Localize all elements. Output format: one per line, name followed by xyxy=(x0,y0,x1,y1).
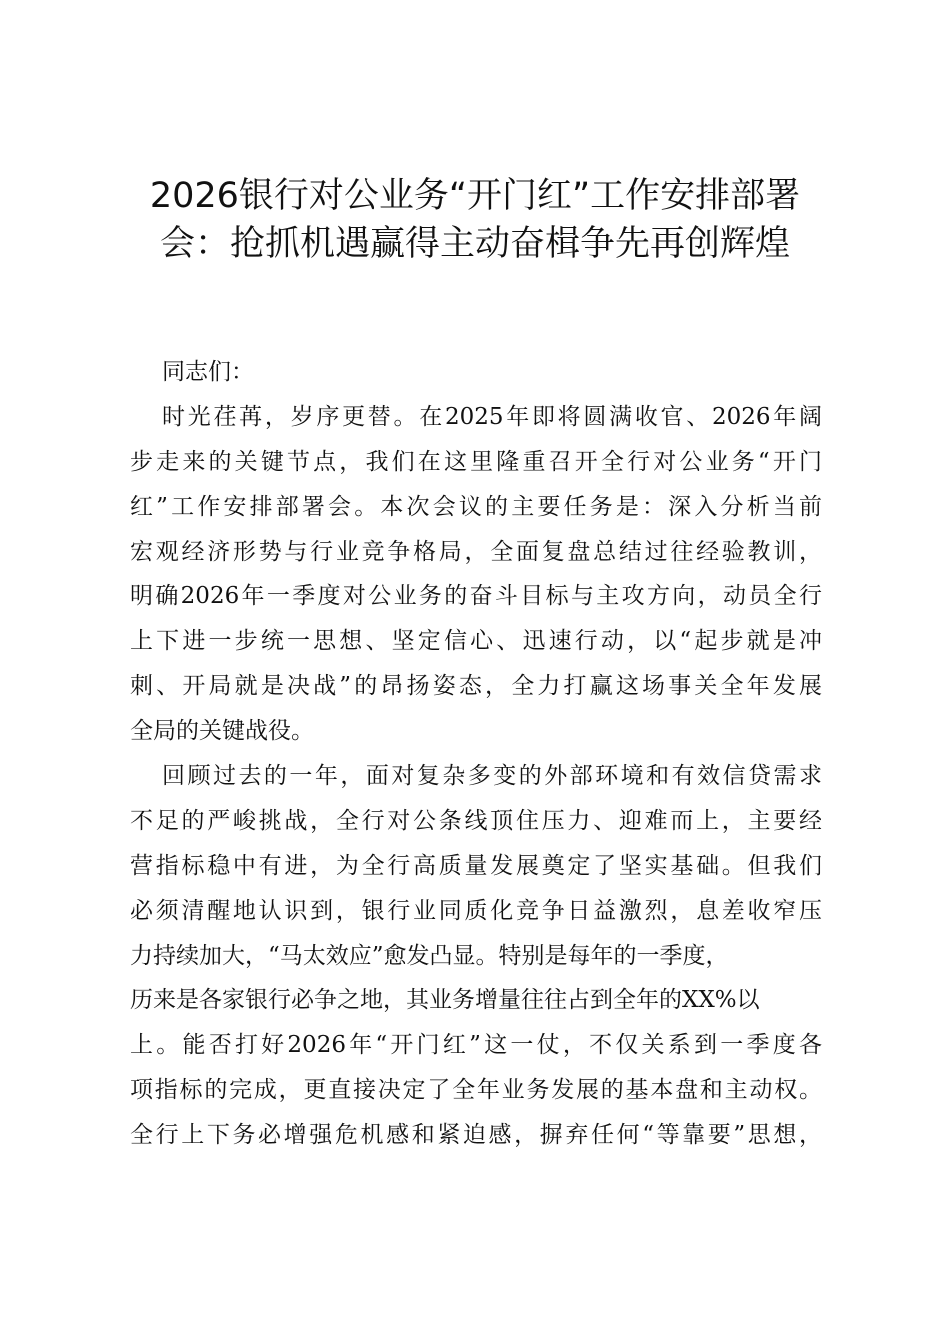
text-line: 全局的关键战役。 xyxy=(130,718,314,745)
salutation: 同志们： xyxy=(162,359,254,385)
paragraph-salutation xyxy=(130,352,822,397)
text-line: 必须清醒地认识到，银行业同质化竞争日益激烈，息差收窄压 xyxy=(130,897,822,924)
text-line: 全行上下务必增强危机感和紧迫感，摒弃任何“等靠要”思想， xyxy=(130,1122,822,1149)
paragraph-1 xyxy=(130,397,822,756)
text-line: 宏观经济形势与行业竞争格局，全面复盘总结过往经验教训， xyxy=(130,538,822,565)
document-title xyxy=(100,172,850,268)
text-line: 不足的严峻挑战，全行对公条线顶住压力、迎难而上，主要经 xyxy=(130,807,822,834)
paragraph-2 xyxy=(130,756,822,1160)
text-line: 回顾过去的一年，面对复杂多变的外部环境和有效信贷需求 xyxy=(162,763,822,790)
text-line: 历来是各家银行必争之地，其业务增量往往占到全年的XX%以 xyxy=(130,987,760,1014)
text-line: 红”工作安排部署会。本次会议的主要任务是：深入分析当前 xyxy=(130,493,822,520)
text-line: 项指标的完成，更直接决定了全年业务发展的基本盘和主动权。 xyxy=(130,1077,822,1104)
text-line: 力持续加大，“马太效应”愈发凸显。特别是每年的一季度， xyxy=(130,942,729,969)
text-line: 步走来的关键节点，我们在这里隆重召开全行对公业务“开门 xyxy=(130,448,822,475)
title-line-2: 会：抢抓机遇赢得主动奋楫争先再创辉煌 xyxy=(159,224,790,264)
text-line: 时光荏苒，岁序更替。在2025年即将圆满收官、2026年阔 xyxy=(162,403,822,430)
text-line: 上下进一步统一思想、坚定信心、迅速行动，以“起步就是冲 xyxy=(130,628,822,655)
document-body xyxy=(130,352,822,1160)
text-line: 营指标稳中有进，为全行高质量发展奠定了坚实基础。但我们 xyxy=(130,852,822,879)
text-line: 上。能否打好2026年“开门红”这一仗，不仅关系到一季度各 xyxy=(130,1032,822,1059)
text-line: 刺、开局就是决战”的昂扬姿态，全力打赢这场事关全年发展 xyxy=(130,673,822,700)
text-line: 明确2026年一季度对公业务的奋斗目标与主攻方向，动员全行 xyxy=(130,583,822,610)
title-line-1: 2026银行对公业务“开门红”工作安排部署 xyxy=(149,176,801,216)
